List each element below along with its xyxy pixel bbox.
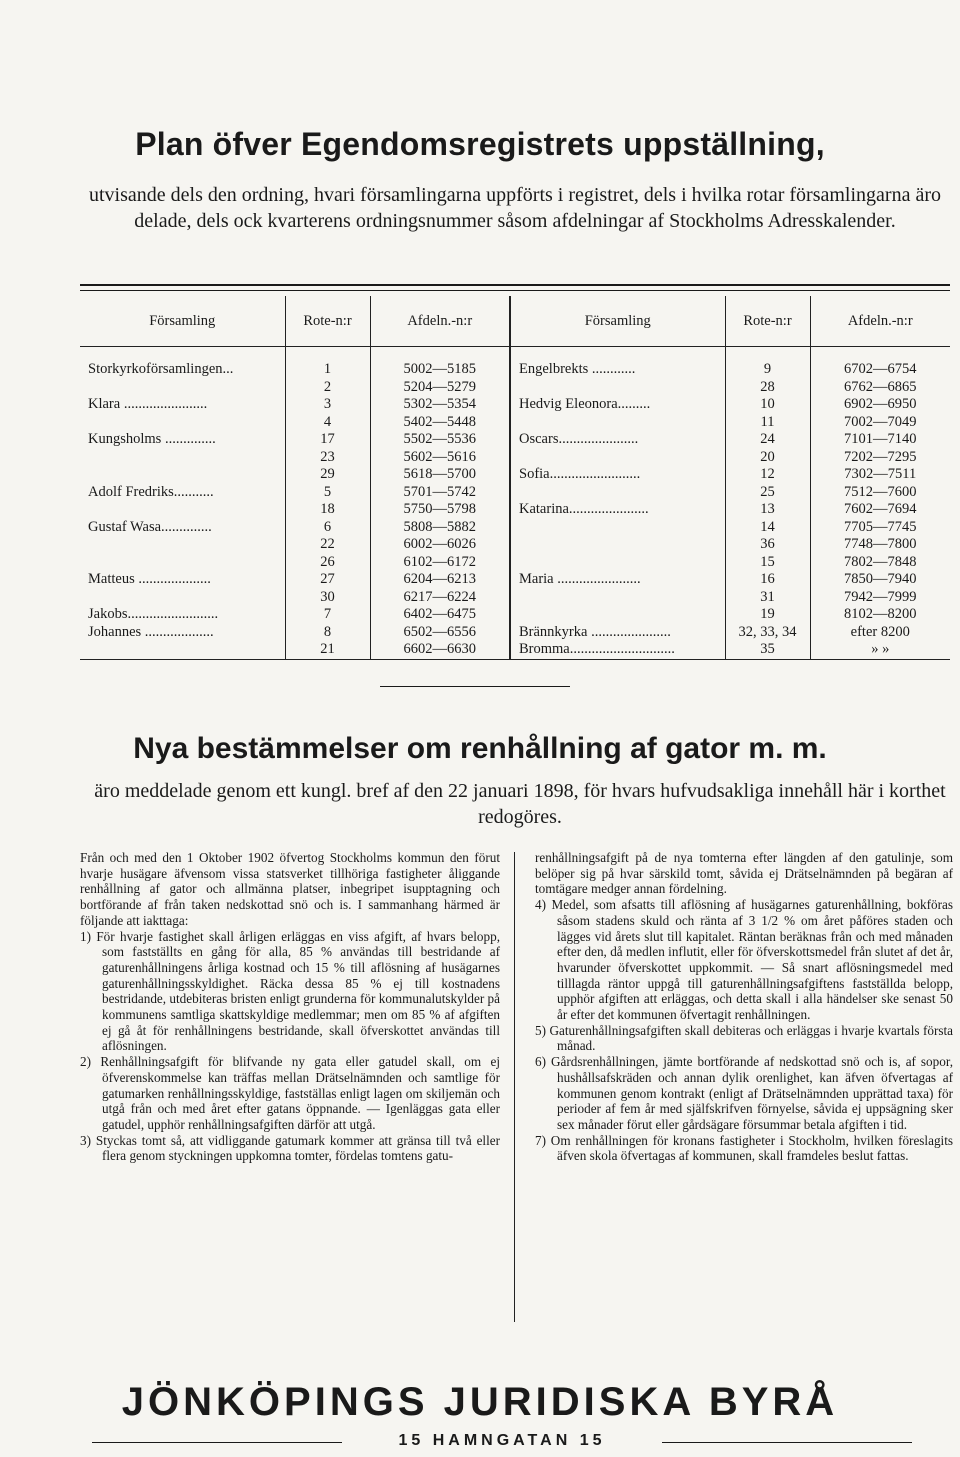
cell-afdeln: 6902—6950 [810, 396, 950, 414]
cell-rote: 21 [285, 641, 370, 659]
cell-forsamling [80, 641, 285, 659]
table-end-rule [380, 686, 570, 687]
header-rote-2: Rote-n:r [725, 296, 810, 347]
cell-rote: 32, 33, 34 [725, 624, 810, 642]
header-forsamling-2: Församling [510, 296, 725, 347]
cell-rote: 7 [285, 606, 370, 624]
header-forsamling-1: Församling [80, 296, 285, 347]
cell-rote: 30 [285, 589, 370, 607]
cell-rote: 9 [725, 347, 810, 379]
cell-rote: 1 [285, 347, 370, 379]
table-row [80, 431, 950, 449]
header-rote-1: Rote-n:r [285, 296, 370, 347]
column-divider [514, 852, 515, 1322]
table-row [80, 536, 950, 554]
cell-forsamling: Storkyrkoförsamlingen... [88, 361, 234, 377]
header-afdeln-1: Afdeln.-n:r [370, 296, 510, 347]
cell-afdeln: 7802—7848 [810, 554, 950, 572]
cell-forsamling [510, 379, 725, 397]
cell-afdeln: 6217—6224 [370, 589, 510, 607]
cell-afdeln: 6204—6213 [370, 571, 510, 589]
cell-afdeln: 6002—6026 [370, 536, 510, 554]
cell-rote: 2 [285, 379, 370, 397]
table-row [80, 589, 950, 607]
paragraph: 5) Gaturenhållningsafgiften skall debiteras och erläggas i hvarje kvartals första månad. [535, 1022, 953, 1054]
table-row [80, 571, 950, 589]
cell-rote: 8 [285, 624, 370, 642]
cell-afdeln: 5701—5742 [370, 484, 510, 502]
cell-forsamling [80, 589, 285, 607]
cell-afdeln: 5750—5798 [370, 501, 510, 519]
cell-afdeln: 5618—5700 [370, 466, 510, 484]
cell-rote: 26 [285, 554, 370, 572]
cell-rote: 25 [725, 484, 810, 502]
cell-afdeln: efter 8200 [810, 624, 950, 642]
cell-forsamling [80, 501, 285, 519]
cell-rote: 3 [285, 396, 370, 414]
cell-afdeln: 5204—5279 [370, 379, 510, 397]
cell-forsamling: Gustaf Wasa.............. [88, 518, 212, 535]
cell-rote: 35 [725, 641, 810, 659]
cell-rote: 16 [725, 571, 810, 589]
header-afdeln-2: Afdeln.-n:r [810, 296, 950, 347]
cell-forsamling: Kungsholms .............. [88, 431, 216, 447]
cell-rote: 5 [285, 484, 370, 502]
cell-forsamling: Brännkyrka ...................... [510, 624, 725, 642]
table-row [80, 449, 950, 467]
cell-rote: 27 [285, 571, 370, 589]
cell-forsamling [510, 484, 725, 502]
table-row [80, 347, 950, 379]
register-body [80, 347, 950, 660]
cell-forsamling: Engelbrekts ............ [510, 347, 725, 379]
cell-forsamling [510, 589, 725, 607]
cell-forsamling: Maria ....................... [510, 571, 725, 589]
cell-forsamling [80, 466, 285, 484]
cell-rote: 12 [725, 466, 810, 484]
cell-rote: 15 [725, 554, 810, 572]
cell-afdeln: 8102—8200 [810, 606, 950, 624]
cell-rote: 13 [725, 501, 810, 519]
cell-forsamling [510, 536, 725, 554]
cell-forsamling: Sofia......................... [510, 466, 725, 484]
cell-afdeln: 6702—6754 [810, 347, 950, 379]
paragraph: 3) Styckas tomt så, att vidliggande gatumark kommer att gränsa till två eller flera genom styckningen uppkomna tomter, fördelas tomtens gatu- [80, 1132, 500, 1164]
cell-afdeln: 5808—5882 [370, 519, 510, 537]
cell-rote: 22 [285, 536, 370, 554]
table-row [80, 414, 950, 432]
paragraph: renhållningsafgift på de nya tomterna efter längden af den gatulinje, som belöper sig på hvar särskild tomt, såvida ej Drätselnämnden på begäran af tomtägare medger annan fördelning. [535, 850, 953, 897]
cell-afdeln: 7942—7999 [810, 589, 950, 607]
register-table [80, 296, 950, 660]
cell-afdeln: 5002—5185 [370, 347, 510, 379]
page-title: Plan öfver Egendomsregistrets uppställning, [135, 126, 825, 162]
address-rule-right [662, 1442, 912, 1443]
cell-afdeln: 7705—7745 [810, 519, 950, 537]
cell-afdeln: 7302—7511 [810, 466, 950, 484]
cell-afdeln: 7850—7940 [810, 571, 950, 589]
cell-forsamling: Johannes ................... [88, 623, 214, 640]
section-intro: äro meddelade genom ett kungl. bref af den 22 januari 1898, för hvars hufvudsakliga innehåll här i korthet redogöres. [94, 780, 946, 828]
cell-forsamling: Jakobs......................... [88, 606, 219, 622]
paragraph: 4) Medel, som afsatts till aflösning af husägarnes gaturenhållning, bokföras såsom stadens skuld och ränta af 3 1/2 % om året påföres staden och lägges vid årets slut till kapitalet. Räntan beräknas från och med månaden efter den, då medlen influtit, eller för öfverskottsmedel från slutet af det år, hvarunder öfverskottet uppkommit. — Så snart aflösningsmedel med tilllagda räntor uppgå till gaturenhållningsafgiftens fastställda belopp, upphör afgiften att erläggas, och detta skall i alla händelser ske senast 50 år efter det kommunen öfvertagit renhållningen. [535, 897, 953, 1023]
cell-forsamling [510, 449, 725, 467]
cell-afdeln: 6502—6556 [370, 624, 510, 642]
address-line [92, 1432, 912, 1452]
table-row [80, 554, 950, 572]
cell-afdeln: 7002—7049 [810, 414, 950, 432]
cell-rote: 19 [725, 606, 810, 624]
cell-rote: 11 [725, 414, 810, 432]
cell-afdeln: 7602—7694 [810, 501, 950, 519]
cell-rote: 6 [285, 519, 370, 537]
cell-rote: 18 [285, 501, 370, 519]
cell-forsamling [80, 414, 285, 432]
section-title: Nya bestämmelser om renhållning af gator m. m. [133, 732, 827, 765]
cell-afdeln: 7512—7600 [810, 484, 950, 502]
table-row [80, 519, 950, 537]
top-rule-thin [80, 290, 950, 291]
table-row [80, 624, 950, 642]
cell-forsamling [80, 379, 285, 397]
cell-rote: 31 [725, 589, 810, 607]
cell-forsamling: Klara ....................... [88, 396, 208, 412]
cell-rote: 17 [285, 431, 370, 449]
cell-forsamling [510, 554, 725, 572]
table-row [80, 379, 950, 397]
paragraph: 6) Gårdsrenhållningen, jämte bortförande af nedskottad snö och is, af sopor, hushållsafskräden och annan dylik orenlighet, kan äfven öfvertagas af kommunen genom kontrakt (enligt af Drätselnämnden upprättad taxa) för perioder af fem år med själfskrifven förnyelse, såvida ej uppsägning sker sex månader förut eller gårdsägare försummar betala afgiften i tid. [535, 1054, 953, 1132]
cell-forsamling [510, 414, 725, 432]
cell-rote: 28 [725, 379, 810, 397]
cell-rote: 36 [725, 536, 810, 554]
cell-forsamling [80, 536, 285, 554]
address-rule-left [92, 1442, 342, 1443]
cell-afdeln: 5602—5616 [370, 449, 510, 467]
cell-afdeln: 7202—7295 [810, 449, 950, 467]
cell-forsamling [510, 519, 725, 537]
cell-forsamling: Bromma............................. [510, 641, 725, 659]
cell-afdeln: 6762—6865 [810, 379, 950, 397]
cell-afdeln: 7101—7140 [810, 431, 950, 449]
right-column [535, 850, 953, 1164]
cell-afdeln: 5402—5448 [370, 414, 510, 432]
table-row [80, 501, 950, 519]
paragraph: 1) För hvarje fastighet skall årligen erläggas en viss afgift, af hvars belopp, som fastställts en gång för alla, 85 % användas till bestridande af gaturenhållningens årliga kostnad och 15 % till aflösning af husägarnes gaturenhållningsskyldighet. Räcka dessa 85 % ej till kostnadens bestridande, utdebiteras bristen enligt grunderna för kommunalutskylder på kommunens samtliga skattskyldige medlemmar; men om 85 % af afgiften ej gå åt för renhållningens bestridande, skall öfverskottet användas till aflösningen. [80, 928, 500, 1054]
paragraph: Från och med den 1 Oktober 1902 öfvertog Stockholms kommun den förut hvarje husägare äfvensom vissa statsverket tillhöriga fastigheter åliggande renhållning af gator och allmänna platser, inbegripet isupptagning och bortförande af från taken nedskottad snö och is. I sammanhang härmed är följande att iakttaga: [80, 850, 500, 928]
cell-forsamling: Adolf Fredriks........... [88, 483, 214, 500]
cell-afdeln: 6102—6172 [370, 554, 510, 572]
cell-afdeln: 6402—6475 [370, 606, 510, 624]
top-rule [80, 284, 950, 286]
cell-rote: 24 [725, 431, 810, 449]
paragraph: 7) Om renhållningen för kronans fastigheter i Stockholm, hvilken föreslagits äfven skola öfvertagas af kommunen, skall framdeles beslut fattas. [535, 1132, 953, 1164]
cell-afdeln: 6602—6630 [370, 641, 510, 659]
cell-afdeln: 5502—5536 [370, 431, 510, 449]
cell-forsamling: Hedvig Eleonora......... [510, 396, 725, 414]
table-row [80, 606, 950, 624]
table-row [80, 641, 950, 659]
cell-afdeln: 5302—5354 [370, 396, 510, 414]
cell-forsamling: Katarina...................... [510, 501, 725, 519]
paragraph: 2) Renhållningsafgift för blifvande ny gata eller gatudel skall, om ej öfverenskommelse kan träffas mellan Drätselnämnden och samtlige för gatumarken renhållningsskyldige, fastställas enligt lagen om skiljemän och utgå från och med året efter gatans öppnande. — Igenläggas gata eller gatudel, upphör renhållningsafgiften därför att utgå. [80, 1054, 500, 1132]
cell-rote: 4 [285, 414, 370, 432]
company-name: JÖNKÖPINGS JURIDISKA BYRÅ [121, 1380, 839, 1424]
table-row [80, 396, 950, 414]
cell-rote: 14 [725, 519, 810, 537]
cell-forsamling [510, 606, 725, 624]
cell-forsamling [80, 554, 285, 572]
table-row [80, 484, 950, 502]
cell-rote: 29 [285, 466, 370, 484]
cell-rote: 23 [285, 449, 370, 467]
cell-forsamling [80, 449, 285, 467]
table-header-row [80, 296, 950, 347]
cell-afdeln: » » [810, 641, 950, 659]
cell-forsamling: Matteus .................... [88, 571, 211, 587]
cell-forsamling: Oscars...................... [510, 431, 725, 449]
cell-afdeln: 7748—7800 [810, 536, 950, 554]
left-column [80, 850, 500, 1164]
cell-rote: 10 [725, 396, 810, 414]
table-row [80, 466, 950, 484]
cell-rote: 20 [725, 449, 810, 467]
intro-text: utvisande dels den ordning, hvari församlingarna uppförts i registret, dels i hvilka rotar församlingarna äro delade, dels ock kvarterens ordningsnummer såsom afdelningar af Stockholms Adresskalender. [89, 184, 941, 232]
company-address: 15 HAMNGATAN 15 [398, 1432, 606, 1449]
